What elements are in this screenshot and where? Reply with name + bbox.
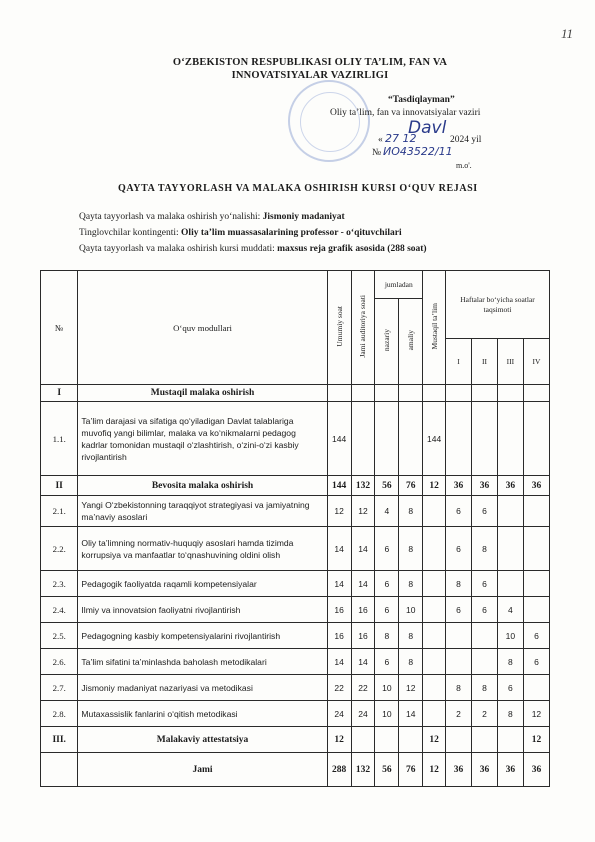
- cell-independent: [423, 496, 446, 527]
- seal-place-mark: m.o'.: [456, 161, 472, 170]
- cell-auditorium: 22: [351, 675, 375, 701]
- cell-practice: 10: [399, 597, 423, 623]
- row-number: [41, 753, 78, 787]
- cell-week-1: [446, 623, 472, 649]
- cell-independent: 12: [423, 476, 446, 496]
- section-title: Jami: [78, 753, 327, 787]
- cell-week-2: 6: [471, 597, 497, 623]
- cell-auditorium: 132: [351, 476, 375, 496]
- cell-week-4: 6: [523, 649, 549, 675]
- cell-auditorium: 14: [351, 649, 375, 675]
- header-modules: O‘quv modullari: [78, 271, 327, 385]
- curriculum-table-body: [41, 385, 550, 787]
- cell-week-2: 6: [471, 571, 497, 597]
- cell-week-3: [497, 385, 523, 402]
- cell-practice: 12: [399, 675, 423, 701]
- cell-theory: 56: [375, 753, 399, 787]
- approval-position: Oliy ta’lim, fan va innovatsiyalar vaziri: [330, 108, 481, 118]
- cell-independent: 12: [423, 753, 446, 787]
- cell-week-2: [471, 402, 497, 476]
- header-total-hours: Umumiy soat: [327, 271, 351, 385]
- cell-total: 288: [327, 753, 351, 787]
- cell-auditorium: 16: [351, 623, 375, 649]
- cell-total: 12: [327, 727, 351, 753]
- cell-total: 22: [327, 675, 351, 701]
- module-name: Ilmiy va innovatsion faoliyatni rivojlantirish: [78, 597, 327, 623]
- approval-signature: Davl: [408, 118, 447, 138]
- meta-direction: Qayta tayyorlash va malaka oshirish yo‘nalishi: Jismoniy madaniyat: [79, 212, 345, 222]
- cell-week-4: [523, 496, 549, 527]
- cell-week-3: 36: [497, 476, 523, 496]
- cell-week-1: 36: [446, 476, 472, 496]
- cell-theory: 6: [375, 571, 399, 597]
- header-auditorium-hours: Jami auditoriya soati: [351, 271, 375, 385]
- header-theory: nazariy: [375, 299, 399, 385]
- cell-week-2: 8: [471, 675, 497, 701]
- cell-practice: 8: [399, 649, 423, 675]
- header-number: №: [41, 271, 78, 385]
- cell-week-3: [497, 571, 523, 597]
- approval-year: 2024 yil: [450, 135, 482, 145]
- table-row: [41, 597, 550, 623]
- cell-week-4: [523, 675, 549, 701]
- cell-week-4: [523, 571, 549, 597]
- cell-week-2: 36: [471, 476, 497, 496]
- cell-practice: 76: [399, 753, 423, 787]
- module-name: Pedagogning kasbiy kompetensiyalarini rivojlantirish: [78, 623, 327, 649]
- ministry-name-line1: O‘ZBEKISTON RESPUBLIKASI OLIY TA’LIM, FAN VA: [172, 57, 448, 68]
- table-row: [41, 527, 550, 571]
- cell-week-3: 8: [497, 649, 523, 675]
- cell-week-2: [471, 649, 497, 675]
- cell-total: 14: [327, 527, 351, 571]
- cell-auditorium: [351, 727, 375, 753]
- curriculum-table: [40, 270, 550, 787]
- cell-practice: 76: [399, 476, 423, 496]
- cell-independent: 144: [423, 402, 446, 476]
- header-practice: amaliy: [399, 299, 423, 385]
- cell-week-3: [497, 402, 523, 476]
- cell-week-1: 6: [446, 496, 472, 527]
- row-number: 2.7.: [41, 675, 78, 701]
- cell-week-3: [497, 496, 523, 527]
- header-week-4: IV: [523, 339, 549, 385]
- cell-week-4: 36: [523, 753, 549, 787]
- module-name: Yangi O‘zbekistonning taraqqiyot strategiyasi va jamiyatning ma’naviy asoslari: [78, 496, 327, 527]
- header-independent: Mustaqil ta’lim: [423, 271, 446, 385]
- cell-theory: 6: [375, 597, 399, 623]
- cell-total: 16: [327, 597, 351, 623]
- cell-week-4: [523, 402, 549, 476]
- cell-week-1: [446, 402, 472, 476]
- row-number: 2.1.: [41, 496, 78, 527]
- official-seal: [288, 80, 370, 162]
- cell-total: 14: [327, 571, 351, 597]
- cell-practice: 8: [399, 571, 423, 597]
- header-including: jumladan: [375, 271, 423, 299]
- header-weekly-distribution: Haftalar bo‘yicha soatlar taqsimoti: [446, 271, 550, 339]
- cell-auditorium: 14: [351, 571, 375, 597]
- cell-independent: [423, 527, 446, 571]
- cell-auditorium: 132: [351, 753, 375, 787]
- cell-week-3: [497, 727, 523, 753]
- row-number: 2.5.: [41, 623, 78, 649]
- cell-independent: [423, 623, 446, 649]
- cell-total: 24: [327, 701, 351, 727]
- cell-week-2: 36: [471, 753, 497, 787]
- cell-week-2: 2: [471, 701, 497, 727]
- cell-theory: [375, 385, 399, 402]
- module-name: Jismoniy madaniyat nazariyasi va metodikasi: [78, 675, 327, 701]
- row-number: 1.1.: [41, 402, 78, 476]
- module-name: Mutaxassislik fanlarini o‘qitish metodikasi: [78, 701, 327, 727]
- cell-theory: 4: [375, 496, 399, 527]
- cell-theory: 6: [375, 649, 399, 675]
- cell-independent: [423, 649, 446, 675]
- cell-week-1: 2: [446, 701, 472, 727]
- section-row: [41, 727, 550, 753]
- approval-number-handwritten: ИО43522/11: [383, 145, 453, 158]
- page-corner-mark: 11: [561, 26, 574, 41]
- cell-total: 144: [327, 402, 351, 476]
- row-number: 2.6.: [41, 649, 78, 675]
- cell-week-2: [471, 385, 497, 402]
- cell-week-1: 8: [446, 571, 472, 597]
- meta-duration: Qayta tayyorlash va malaka oshirish kursi muddati: maxsus reja grafik asosida (288 soat): [79, 244, 427, 254]
- cell-week-4: [523, 527, 549, 571]
- cell-week-4: [523, 385, 549, 402]
- header-week-1: I: [446, 339, 472, 385]
- cell-week-1: [446, 727, 472, 753]
- section-row: [41, 753, 550, 787]
- section-title: Mustaqil malaka oshirish: [78, 385, 327, 402]
- header-week-3: III: [497, 339, 523, 385]
- cell-week-4: 6: [523, 623, 549, 649]
- cell-total: 144: [327, 476, 351, 496]
- cell-auditorium: [351, 402, 375, 476]
- cell-week-3: 6: [497, 675, 523, 701]
- cell-practice: [399, 727, 423, 753]
- cell-week-1: [446, 385, 472, 402]
- cell-total: 16: [327, 623, 351, 649]
- section-row: [41, 385, 550, 402]
- section-title: Malakaviy attestatsiya: [78, 727, 327, 753]
- row-number: 2.4.: [41, 597, 78, 623]
- cell-week-2: [471, 727, 497, 753]
- cell-independent: [423, 701, 446, 727]
- cell-week-4: [523, 597, 549, 623]
- approval-number-prefix: №: [372, 148, 382, 158]
- cell-practice: [399, 402, 423, 476]
- cell-week-1: 6: [446, 597, 472, 623]
- cell-week-1: 36: [446, 753, 472, 787]
- cell-auditorium: 12: [351, 496, 375, 527]
- cell-theory: [375, 402, 399, 476]
- cell-theory: 56: [375, 476, 399, 496]
- module-name: Pedagogik faoliyatda raqamli kompetensiyalar: [78, 571, 327, 597]
- table-row: [41, 675, 550, 701]
- cell-theory: 8: [375, 623, 399, 649]
- approval-title: “Tasdiqlayman”: [388, 95, 455, 105]
- section-title: Bevosita malaka oshirish: [78, 476, 327, 496]
- approval-date-prefix: «: [378, 135, 383, 145]
- cell-week-3: [497, 527, 523, 571]
- cell-practice: 8: [399, 496, 423, 527]
- cell-week-3: 8: [497, 701, 523, 727]
- table-row: [41, 701, 550, 727]
- table-row: [41, 402, 550, 476]
- cell-independent: 12: [423, 727, 446, 753]
- cell-week-3: 36: [497, 753, 523, 787]
- row-number: 2.3.: [41, 571, 78, 597]
- meta-contingent: Tinglovchilar kontingenti: Oliy ta’lim muassasalarining professor - o‘qituvchilari: [79, 228, 402, 238]
- cell-week-1: 8: [446, 675, 472, 701]
- cell-total: 12: [327, 496, 351, 527]
- cell-week-2: [471, 623, 497, 649]
- cell-total: 14: [327, 649, 351, 675]
- cell-theory: 6: [375, 527, 399, 571]
- cell-theory: [375, 727, 399, 753]
- cell-auditorium: 16: [351, 597, 375, 623]
- row-number: 2.2.: [41, 527, 78, 571]
- cell-total: [327, 385, 351, 402]
- cell-week-1: 6: [446, 527, 472, 571]
- table-row: [41, 496, 550, 527]
- table-row: [41, 649, 550, 675]
- cell-independent: [423, 597, 446, 623]
- cell-week-4: 12: [523, 727, 549, 753]
- cell-week-2: 6: [471, 496, 497, 527]
- row-number: 2.8.: [41, 701, 78, 727]
- module-name: Ta’lim sifatini ta’minlashda baholash metodikalari: [78, 649, 327, 675]
- cell-practice: 8: [399, 623, 423, 649]
- cell-week-1: [446, 649, 472, 675]
- cell-practice: 14: [399, 701, 423, 727]
- row-number: I: [41, 385, 78, 402]
- cell-week-3: 4: [497, 597, 523, 623]
- plan-title: QAYTA TAYYORLASH VA MALAKA OSHIRISH KURSI O‘QUV REJASI: [118, 183, 478, 194]
- cell-week-4: 36: [523, 476, 549, 496]
- row-number: II: [41, 476, 78, 496]
- approval-date-handwritten: 27 12: [385, 132, 417, 145]
- module-name: Ta’lim darajasi va sifatiga qo‘yiladigan Davlat talablariga muvofiq yangi bilimlar, malaka va ko‘nikmalarni pedagog kadrlar tomonidan mustaqil o‘zlashtirish, o‘zini-o‘zi kasbiy rivojlantirish: [78, 402, 327, 476]
- cell-auditorium: 24: [351, 701, 375, 727]
- module-name: Oliy ta’limning normativ-huquqiy asoslari hamda tizimda korrupsiya va manfaatlar to‘qnashuvining oldini olish: [78, 527, 327, 571]
- cell-practice: [399, 385, 423, 402]
- cell-practice: 8: [399, 527, 423, 571]
- table-row: [41, 623, 550, 649]
- cell-theory: 10: [375, 675, 399, 701]
- section-row: [41, 476, 550, 496]
- cell-auditorium: 14: [351, 527, 375, 571]
- cell-independent: [423, 675, 446, 701]
- cell-week-4: 12: [523, 701, 549, 727]
- ministry-name-line2: INNOVATSIYALAR VAZIRLIGI: [231, 70, 389, 81]
- row-number: III.: [41, 727, 78, 753]
- cell-independent: [423, 571, 446, 597]
- cell-week-2: 8: [471, 527, 497, 571]
- table-row: [41, 571, 550, 597]
- cell-independent: [423, 385, 446, 402]
- cell-week-3: 10: [497, 623, 523, 649]
- header-week-2: II: [471, 339, 497, 385]
- cell-auditorium: [351, 385, 375, 402]
- cell-theory: 10: [375, 701, 399, 727]
